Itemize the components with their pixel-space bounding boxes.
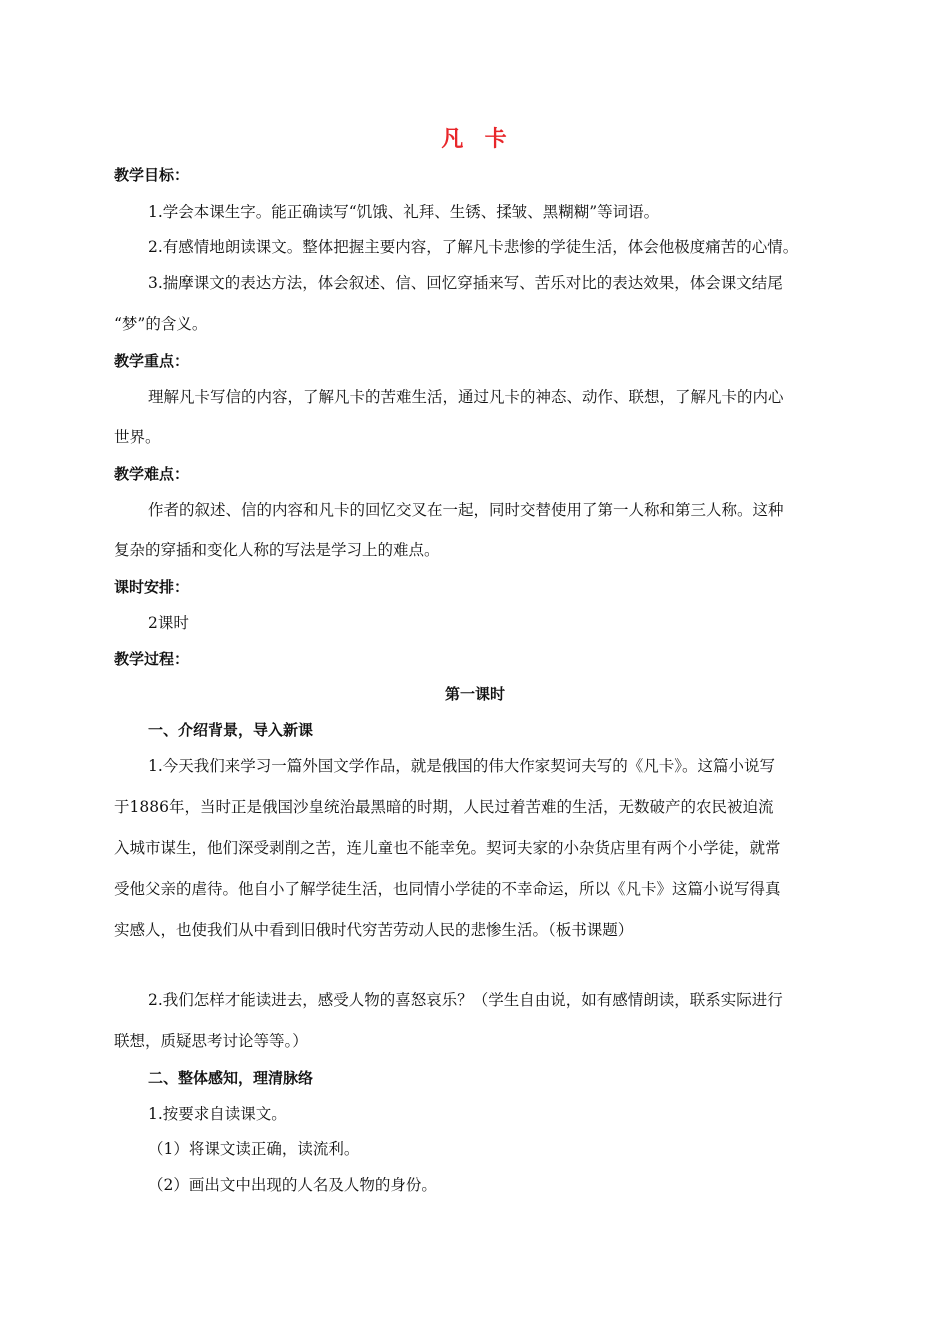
paragraph-line: 实感人，也使我们从中看到旧俄时代穷苦劳动人民的悲惨生活。（板书课题） [114, 921, 634, 939]
paragraph-line: 2.我们怎样才能读进去，感受人物的喜怒哀乐？（学生自由说，如有感情朗读，联系实际进行 [148, 991, 783, 1009]
difficulties-line: 复杂的穿插和变化人称的写法是学习上的难点。 [114, 541, 440, 559]
lesson-one-heading: 第一课时 [444, 685, 505, 703]
objectives-heading: 教学目标： [114, 166, 190, 184]
objective-line: 3.揣摩课文的表达方法，体会叙述、信、回忆穿插来写、苦乐对比的表达效果，体会课文结尾 [148, 274, 783, 292]
part-one-heading: 一、介绍背景，导入新课 [148, 721, 314, 739]
difficulties-heading: 教学难点： [114, 465, 190, 483]
document-title: 凡 卡 [441, 127, 509, 152]
objective-line: “梦”的含义。 [114, 315, 208, 333]
paragraph-line: 联想，质疑思考讨论等等。） [114, 1032, 308, 1050]
key-points-heading: 教学重点： [114, 352, 190, 370]
list-item: （1）将课文读正确，读流利。 [148, 1140, 360, 1158]
key-points-line: 理解凡卡写信的内容，了解凡卡的苦难生活，通过凡卡的神态、动作、联想，了解凡卡的内心 [148, 388, 784, 406]
schedule-heading: 课时安排： [114, 578, 190, 596]
paragraph-line: 入城市谋生，他们深受剥削之苦，连儿童也不能幸免。契诃夫家的小杂货店里有两个小学徒，就常 [114, 839, 781, 857]
paragraph-line: 受他父亲的虐待。他自小了解学徒生活，也同情小学徒的不幸命运，所以《凡卡》这篇小说写得真 [114, 880, 781, 898]
process-heading: 教学过程： [114, 650, 190, 668]
list-item: （2）画出文中出现的人名及人物的身份。 [148, 1176, 437, 1194]
schedule-value: 2课时 [148, 614, 189, 632]
list-item: 1.按要求自读课文。 [148, 1105, 287, 1123]
paragraph-line: 1.今天我们来学习一篇外国文学作品，就是俄国的伟大作家契诃夫写的《凡卡》。这篇小说写 [148, 757, 776, 775]
objective-line: 1.学会本课生字。能正确读写“饥饿、礼拜、生锈、揉皱、黑糊糊”等词语。 [148, 203, 660, 221]
difficulties-line: 作者的叙述、信的内容和凡卡的回忆交叉在一起，同时交替使用了第一人称和第三人称。这种 [148, 501, 784, 519]
part-two-heading: 二、整体感知，理清脉络 [148, 1069, 314, 1087]
objective-line: 2.有感情地朗读课文。整体把握主要内容，了解凡卡悲惨的学徒生活，体会他极度痛苦的心情。 [148, 238, 799, 256]
key-points-line: 世界。 [114, 428, 161, 446]
paragraph-line: 于1886年，当时正是俄国沙皇统治最黑暗的时期，人民过着苦难的生活，无数破产的农民被迫流 [114, 798, 774, 816]
